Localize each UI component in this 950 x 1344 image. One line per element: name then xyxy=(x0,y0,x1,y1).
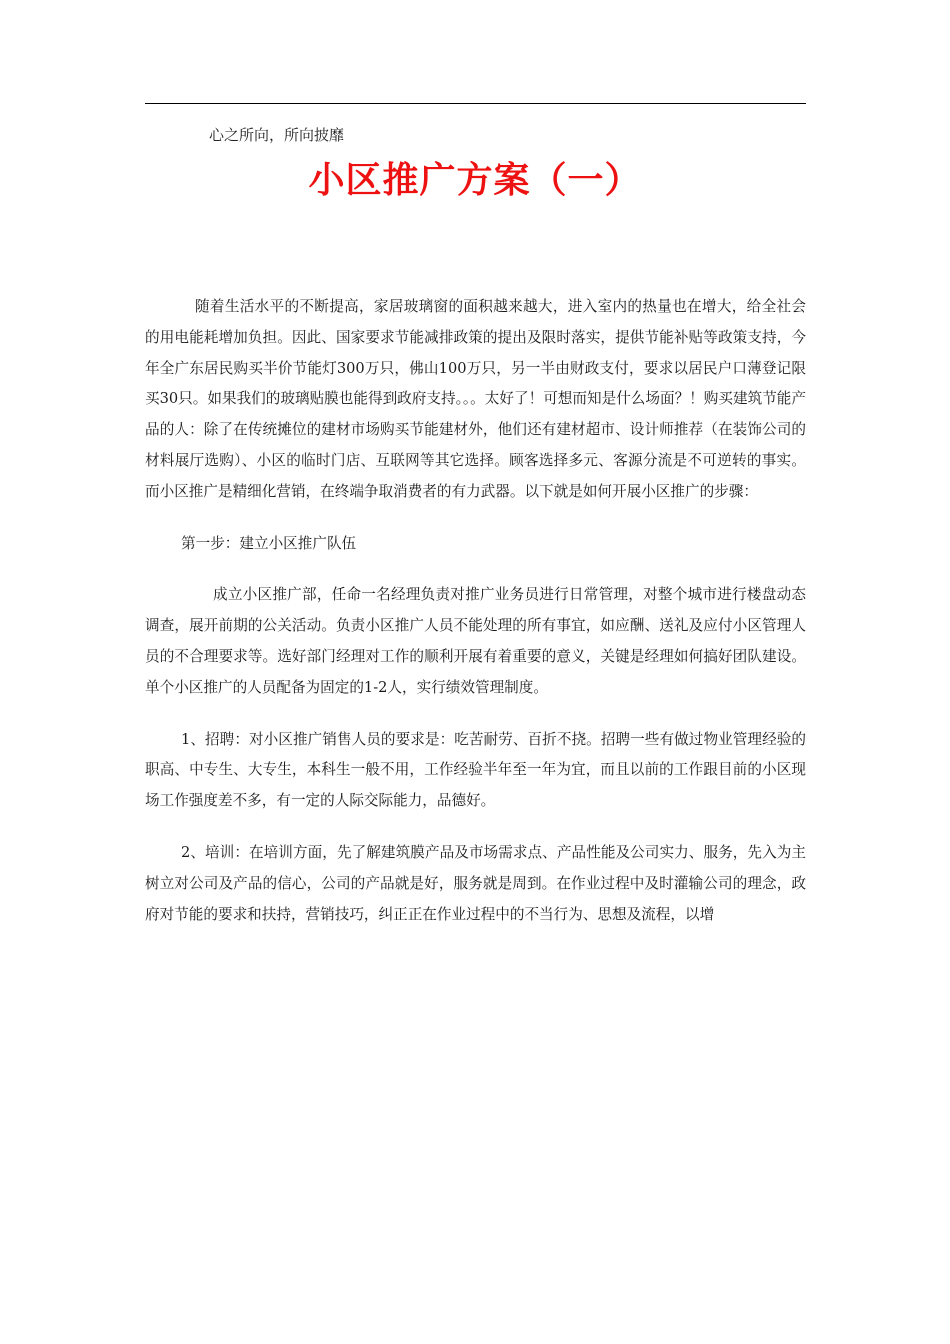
step-heading: 第一步：建立小区推广队伍 xyxy=(181,534,357,552)
header-rule xyxy=(145,103,806,104)
intro-paragraph: 随着生活水平的不断提高，家居玻璃窗的面积越来越大，进入室内的热量也在增大，给全社会的用电能耗增加负担。因此、国家要求节能减排政策的提出及限时落实，提供节能补贴等政策支持，今年全广东居民购买半价节能灯300万只，佛山100万只，另一半由财政支付，要求以居民户口薄登记限买30只。如果我们的玻璃贴膜也能得到政府支持。。。太好了！可想而知是什么场面？！购买建筑节能产品的人：除了在传统摊位的建材市场购买节能建材外，他们还有建材超市、设计师推荐（在装饰公司的材料展厅选购）、小区的临时门店、互联网等其它选择。顾客选择多元、客源分流是不可逆转的事实。而小区推广是精细化营销，在终端争取消费者的有力武器。以下就是如何开展小区推广的步骤： xyxy=(145,298,806,500)
recruitment-paragraph: 1、招聘：对小区推广销售人员的要求是：吃苦耐劳、百折不挠。招聘一些有做过物业管理经验的职高、中专生、大专生，本科生一般不用，工作经验半年至一年为宜，而且以前的工作跟目前的小区现场工作强度差不多，有一定的人际交际能力，品德好。 xyxy=(145,730,806,810)
document-title: 小区推广方案（一） xyxy=(308,160,642,201)
header-motto: 心之所向，所向披靡 xyxy=(209,126,345,144)
step1-paragraph: 成立小区推广部，任命一名经理负责对推广业务员进行日常管理，对整个城市进行楼盘动态调查，展开前期的公关活动。负责小区推广人员不能处理的所有事宜，如应酬、送礼及应付小区管理人员的不合理要求等。选好部门经理对工作的顺利开展有着重要的意义，关键是经理如何搞好团队建设。单个小区推广的人员配备为固定的1-2人，实行绩效管理制度。 xyxy=(145,586,806,696)
document-body xyxy=(145,292,806,930)
training-paragraph: 2、培训：在培训方面，先了解建筑膜产品及市场需求点、产品性能及公司实力、服务，先入为主树立对公司及产品的信心，公司的产品就是好，服务就是周到。在作业过程中及时灌输公司的理念，政府对节能的要求和扶持，营销技巧，纠正正在作业过程中的不当行为、思想及流程，以增 xyxy=(145,843,806,923)
